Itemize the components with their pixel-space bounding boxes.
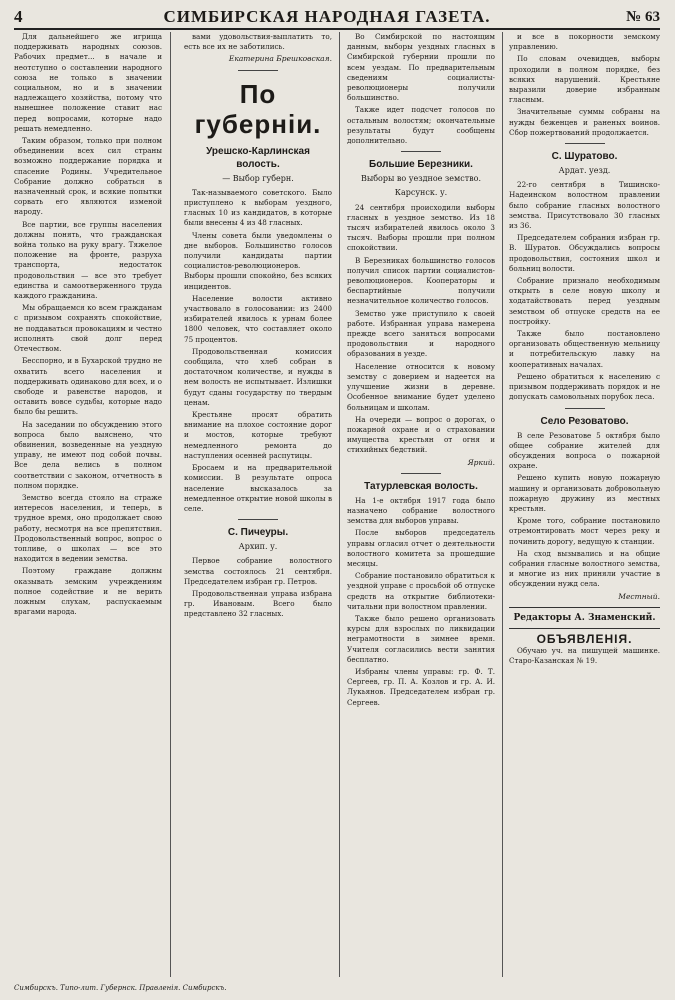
article-paragraph: и все в покорности земскому управлению.	[509, 32, 660, 52]
article-paragraph: На 1-е октября 1917 года было назначено собрание волостного земства для выборов управы.	[347, 495, 495, 526]
article-paragraph: Земство уже приступило к своей работе. Избранная управа намерена прежде всего заняться вопросами продовольствия и народного образования в уезде.	[347, 308, 495, 359]
article-paragraph: Земство всегда стояло на страже интересов населения, и теперь, в трудное время, оно продолжает свою работу, несмотря на все препятствия. Продовольственный вопрос, вопрос о топливе, о школах — все это находится в ведении земства.	[14, 492, 162, 564]
announcements-heading: ОБЪЯВЛЕНІЯ.	[536, 631, 633, 646]
article-paragraph: Собрание признало необходимым открыть в селе новую школу и ходатайствовать перед уездным земством об отпуске средств на ее постройку.	[509, 276, 660, 326]
column-rule	[339, 32, 340, 977]
article-title: Большие Березники.	[369, 159, 473, 171]
article-paragraph: В Березниках большинство голосов получил список партии социалистов-революционеров. Кооператоры и беспартийные получили незначительное количество голосов.	[347, 255, 495, 306]
article-paragraph: Продовольственная управа избрана гр. Ивановым. Всего было представлено 32 гласных.	[184, 588, 332, 619]
announcement-text: Обучаю уч. на пишущей машинке. Старо-Казанская № 19.	[509, 646, 660, 666]
article-title: Татурлевская волость.	[364, 480, 478, 492]
article-subtitle: Архип. у.	[238, 542, 278, 552]
page-header	[14, 6, 660, 30]
article-paragraph: Продовольственная комиссия сообщила, что хлеб собран в достаточном количестве, и нужды в нем волость не испытывает. Излишки будут сданы государству по твердым ценам.	[184, 346, 332, 407]
article-paragraph: Значительные суммы собраны на нужды беженцев и раненых воинов. Сбор пожертвований продолжается.	[509, 107, 660, 137]
article-paragraph: По словам очевидцев, выборы проходили в полном порядке, без всяких нарушений. Крестьяне выразили доверие избранным гласным.	[509, 54, 660, 105]
column-rule	[170, 32, 171, 977]
article-paragraph: Население волости активно участвовало в голосовании: из 2400 избирателей явилось к урнам более 1800 человек, что составляет около 75 процентов.	[184, 293, 332, 344]
article-subtitle: — Выбор губерн.	[222, 173, 294, 183]
article-paragraph: Председателем собрания избран гр. В. Шуратов. Обсуждались вопросы продовольствия, состояния школ и больниц волости.	[509, 233, 660, 273]
article-paragraph: Бросаем и на предварительной комиссии. В результате опроса население высказалось за немедленное открытие новой школы в селе.	[184, 463, 332, 513]
article-paragraph: На сход вызывались и на общие собрания гласные волостного земства, и многие из них приняли участие в обсуждении нужд села.	[509, 548, 660, 589]
article-paragraph: На заседании по обсуждению этого вопроса было выяснено, что обвинения, возведенные на уездную управу, не имеют под собой почвы. Все дела велись в полном соответствии с законом, отчетность в полном порядке.	[14, 419, 162, 490]
article-paragraph: Крестьяне просят обратить внимание на плохое состояние дорог и мостов, которые требуют немедленного ремонта до наступления осенней распутицы.	[184, 410, 332, 460]
article-paragraph: вами удовольствия-выплатить то, есть все их не заботились.	[184, 32, 332, 52]
column-2	[184, 32, 332, 972]
article-paragraph: Избраны члены управы: гр. Ф. Т. Сергеев, гр. П. А. Козлов и гр. А. И. Лукьянов. Председателем избран гр. Сергеев.	[347, 666, 495, 707]
article-paragraph: Также было постановлено организовать общественную мельницу и потребительскую лавку на кооперативных началах.	[509, 329, 660, 369]
issue-number: № 63	[626, 8, 660, 25]
article-signature: Яркий.	[467, 457, 495, 467]
column-4	[509, 32, 660, 972]
section-heading: По губерніи.	[194, 78, 322, 139]
article-paragraph: Решено обратиться к населению с призывом поддерживать порядок и не допускать самовольных порубок леса.	[509, 371, 660, 402]
article-paragraph: После выборов председатель управы огласил отчет о деятельности волостного комитета за прошедшие месяцы.	[347, 528, 495, 568]
article-paragraph: 22-го сентября в Тишинско-Надеинском волостном правлении было собрание гласных волостного земства. Присутствовало 30 гласных из 36.	[509, 180, 660, 231]
column-1	[14, 32, 162, 972]
article-paragraph: Также идет подсчет голосов по остальным волостям; окончательные результаты будут сообщены дополнительно.	[347, 105, 495, 146]
article-paragraph: На очереди — вопрос о дорогах, о пожарной охране и о страховании имущества крестьян от огня и стихийных бедствий.	[347, 414, 495, 455]
article-paragraph: Так-называемого советского. Было приступлено к выборам уездного, гласных 10 из кандидатов, в которые были внесены 4 из 48 гласных.	[184, 187, 332, 228]
article-paragraph: Поэтому граждане должны оказывать земским учреждениям полное содействие и не верить ложным слухам, распускаемым врагами народа.	[14, 566, 162, 617]
article-paragraph: Мы обращаемся ко всем гражданам с призывом сохранять спокойствие, не поддаваться провокациям и честно исполнять свой долг перед Отечеством.	[14, 303, 162, 354]
separator-rule	[401, 151, 441, 152]
article-signature: Местный.	[618, 591, 660, 601]
article-title: Село Резоватово.	[540, 415, 629, 427]
separator-rule	[401, 473, 441, 474]
separator-rule	[238, 70, 278, 71]
article-paragraph: Также было решено организовать курсы для взрослых по ликвидации неграмотности в зимнее время. Учителя согласились вести занятия бесплатно.	[347, 613, 495, 664]
article-title: Урешско-Карлинская волость.	[206, 145, 310, 170]
article-paragraph: Бесспорно, и в Бухарской трудно не охватить всего населения и поддерживать одинаково для всех, и о свободе и равенстве народов, и оставить вовсе судьбы, которые надо было бы решить.	[14, 356, 162, 417]
editor-line: Редакторы А. Знаменский.	[513, 612, 656, 623]
article-paragraph: 24 сентября происходили выборы гласных в уездное земство. Из 18 тысяч избирателей явилось около 3 тысяч. Выборы прошли при полном спокойствии.	[347, 202, 495, 253]
separator-rule	[509, 628, 660, 629]
separator-rule	[565, 143, 605, 144]
column-3	[347, 32, 495, 972]
article-paragraph: Таким образом, только при полном объединении всех сил страны возможно поддержание порядка и спасение Родины. Учредительное Собрание должно собраться в назначенный срок, и всякие попытки сорвать его являются изменой народу.	[14, 136, 162, 217]
newspaper-title: СИМБИРСКАЯ НАРОДНАЯ ГАЗЕТА.	[163, 7, 491, 26]
column-rule	[502, 32, 503, 977]
article-paragraph: Кроме того, собрание постановило отремонтировать мост через реку и починить дорогу, ведущую к станции.	[509, 516, 660, 546]
article-paragraph: Для дальнейшего же игрища поддерживать народных союзов. Рабочих предмет... в начале и неотступно о составлении народного союза не только в значении социальном, но и в значении надлежащего хозяйства, потому что нынешнее положение ставит нас перед вопросами, которые надо решать немедленно.	[14, 32, 162, 133]
article-paragraph: Все партии, все группы населения должны понять, что гражданская война только на руку врагу. Тяжелое положение на фронте, разруха транспорта, недостаток продовольствия — все это требует единства и самоотверженного труда каждого гражданина.	[14, 219, 162, 301]
page-number: 4	[14, 7, 23, 26]
article-paragraph: Члены совета были уведомлены о дне выборов. Большинство голосов получили кандидаты партии социалистов-революционеров. Выборы прошли спокойно, без всяких инцидентов.	[184, 230, 332, 291]
article-paragraph: Население относится к новому земству с доверием и надеется на улучшение жизни в деревне. Особенное внимание будет уделено больницам и школам.	[347, 361, 495, 412]
article-subtitle: Выборы во уездное земство.	[360, 174, 482, 184]
article-paragraph: Собрание постановило обратиться к уездной управе с просьбой об отпуске средств на открытие библиотеки-читальни при волостном правлении.	[347, 571, 495, 611]
article-subtitle: Карсунск. у.	[394, 188, 448, 198]
article-paragraph: Первое собрание волостного земства состоялось 21 сентября. Председателем избран гр. Петров.	[184, 556, 332, 586]
article-subtitle: Ардат. уезд.	[558, 166, 611, 176]
article-paragraph: В селе Резоватове 5 октября было общее собрание жителей для обсуждения вопроса о пожарной охране.	[509, 430, 660, 471]
article-signature: Екатерина Брешковская.	[228, 54, 332, 64]
separator-rule	[565, 408, 605, 409]
article-paragraph: Решено купить новую пожарную машину и организовать добровольную пожарную дружину из местных крестьян.	[509, 473, 660, 513]
separator-rule	[238, 519, 278, 520]
printer-imprint: Симбирскъ. Типо-лит. Губернск. Правленія. Симбирскъ.	[14, 984, 227, 992]
article-paragraph: Во Симбирской по настоящим данным, выборы уездных гласных в Симбирской губернии прошли по всем уездам. По предварительным сведениям социалисты-революционеры получили большинство.	[347, 32, 495, 103]
separator-rule	[509, 607, 660, 608]
article-title: С. Пичеуры.	[227, 527, 289, 539]
article-title: С. Шуратово.	[551, 151, 618, 163]
